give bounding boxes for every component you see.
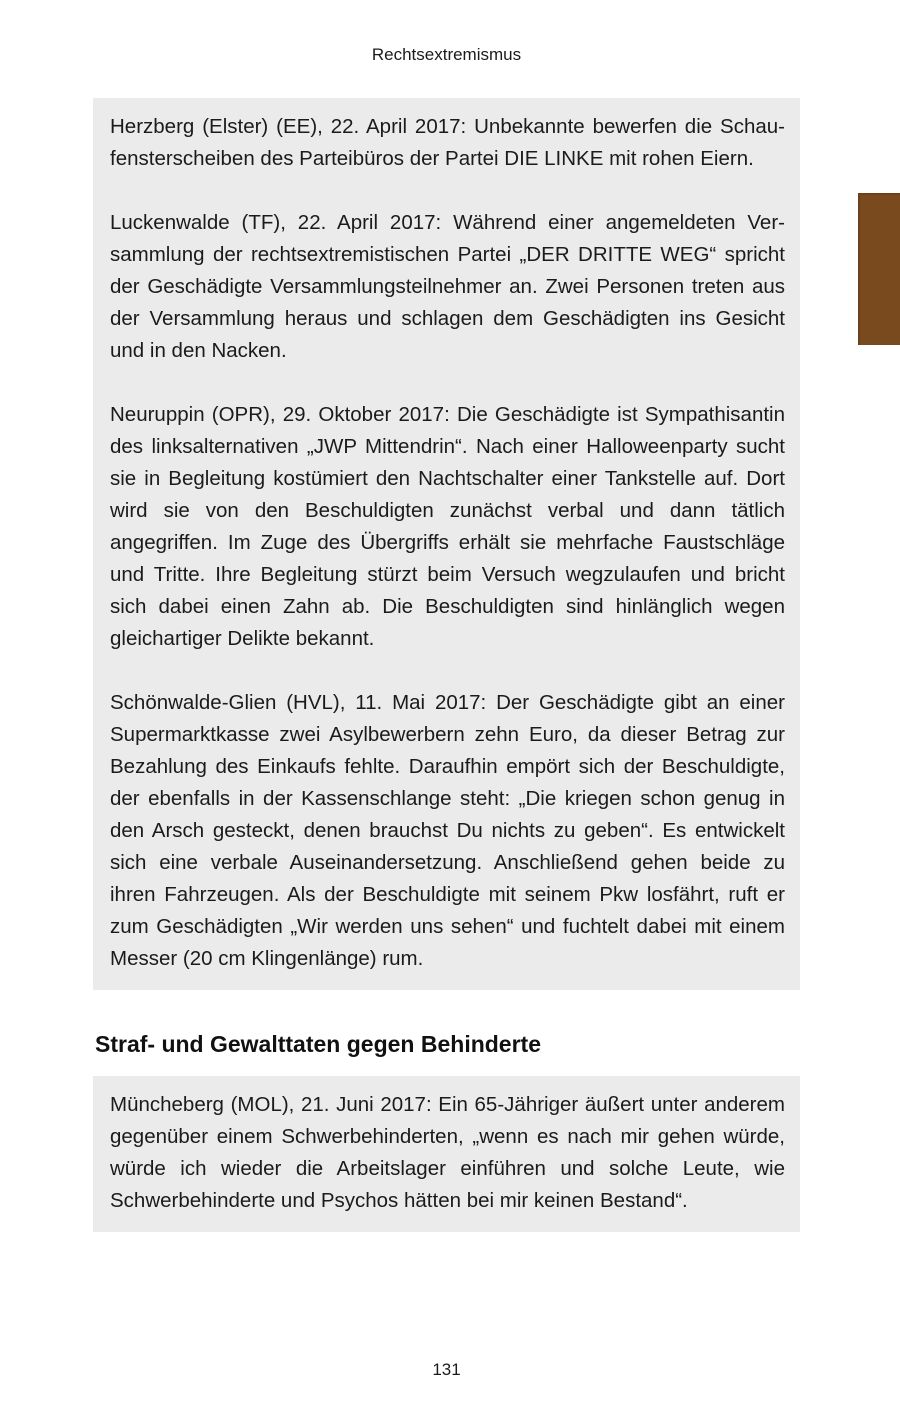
- chapter-edge-tab: [858, 193, 900, 345]
- incident-block-rechtsextremismus: [93, 98, 800, 990]
- incident-paragraph-herzberg: Herzberg (Elster) (EE), 22. April 2017: Unbekannte bewerfen die Schaufensterscheiben des Parteibüros der Partei DIE LINKE mit rohen Eiern.: [110, 115, 785, 170]
- page-content: [93, 98, 800, 1232]
- section-heading-behinderte: Straf- und Gewalttaten gegen Behinderte: [95, 1031, 541, 1057]
- running-header-title: Rechtsextremismus: [371, 45, 522, 64]
- running-header: [93, 0, 800, 64]
- incident-block-behinderte: [93, 1076, 800, 1232]
- page-number: 131: [432, 1360, 461, 1379]
- incident-paragraph-schoenwalde: Schönwalde-Glien (HVL), 11. Mai 2017: Der Geschädigte gibt an einer Supermarktkasse zwei Asylbewerbern zehn Euro, da dieser Betrag zur Bezahlung des Einkaufs fehlte. Daraufhin empört sich der Beschuldigte, der ebenfalls in der Kassenschlange steht: „Die kriegen schon genug in den Arsch gesteckt, denen brauchst Du nichts zu geben“. Es entwickelt sich eine verbale Auseinandersetzung. Anschließend gehen beide zu ihren Fahrzeugen. Als der Beschuldigte mit seinem Pkw losfährt, ruft er zum Geschädigten „Wir werden uns sehen“ und fuchtelt dabei mit einem Messer (20 cm Klingenlänge) rum.: [110, 691, 785, 970]
- incident-paragraph-neuruppin: Neuruppin (OPR), 29. Oktober 2017: Die Geschädigte ist Sympathisantin des linksalternativen „JWP Mittendrin“. Nach einer Halloweenparty sucht sie in Begleitung kostümiert den Nachtschalter einer Tankstelle auf. Dort wird sie von den Beschuldigten zunächst verbal und dann tätlich angegriffen. Im Zuge des Übergriffs erhält sie mehrfache Faustschläge und Tritte. Ihre Begleitung stürzt beim Versuch wegzulaufen und bricht sich dabei einen Zahn ab. Die Beschuldigten sind hinlänglich wegen gleichartiger Delikte bekannt.: [110, 403, 785, 650]
- incident-paragraph-muencheberg: Müncheberg (MOL), 21. Juni 2017: Ein 65-Jähriger äußert unter anderem gegenüber einem Schwerbehinderten, „wenn es nach mir gehen würde, würde ich wieder die Arbeitslager einführen und solche Leute, wie Schwerbehinderte und Psychos hätten bei mir keinen Bestand“.: [110, 1093, 785, 1212]
- incident-paragraph-luckenwalde: Luckenwalde (TF), 22. April 2017: Während einer angemeldeten Versammlung der rechtsextremistischen Partei „DER DRITTE WEG“ spricht der Geschädigte Versammlungsteilnehmer an. Zwei Personen treten aus der Versammlung heraus und schlagen dem Geschädigten ins Gesicht und in den Nacken.: [110, 211, 785, 362]
